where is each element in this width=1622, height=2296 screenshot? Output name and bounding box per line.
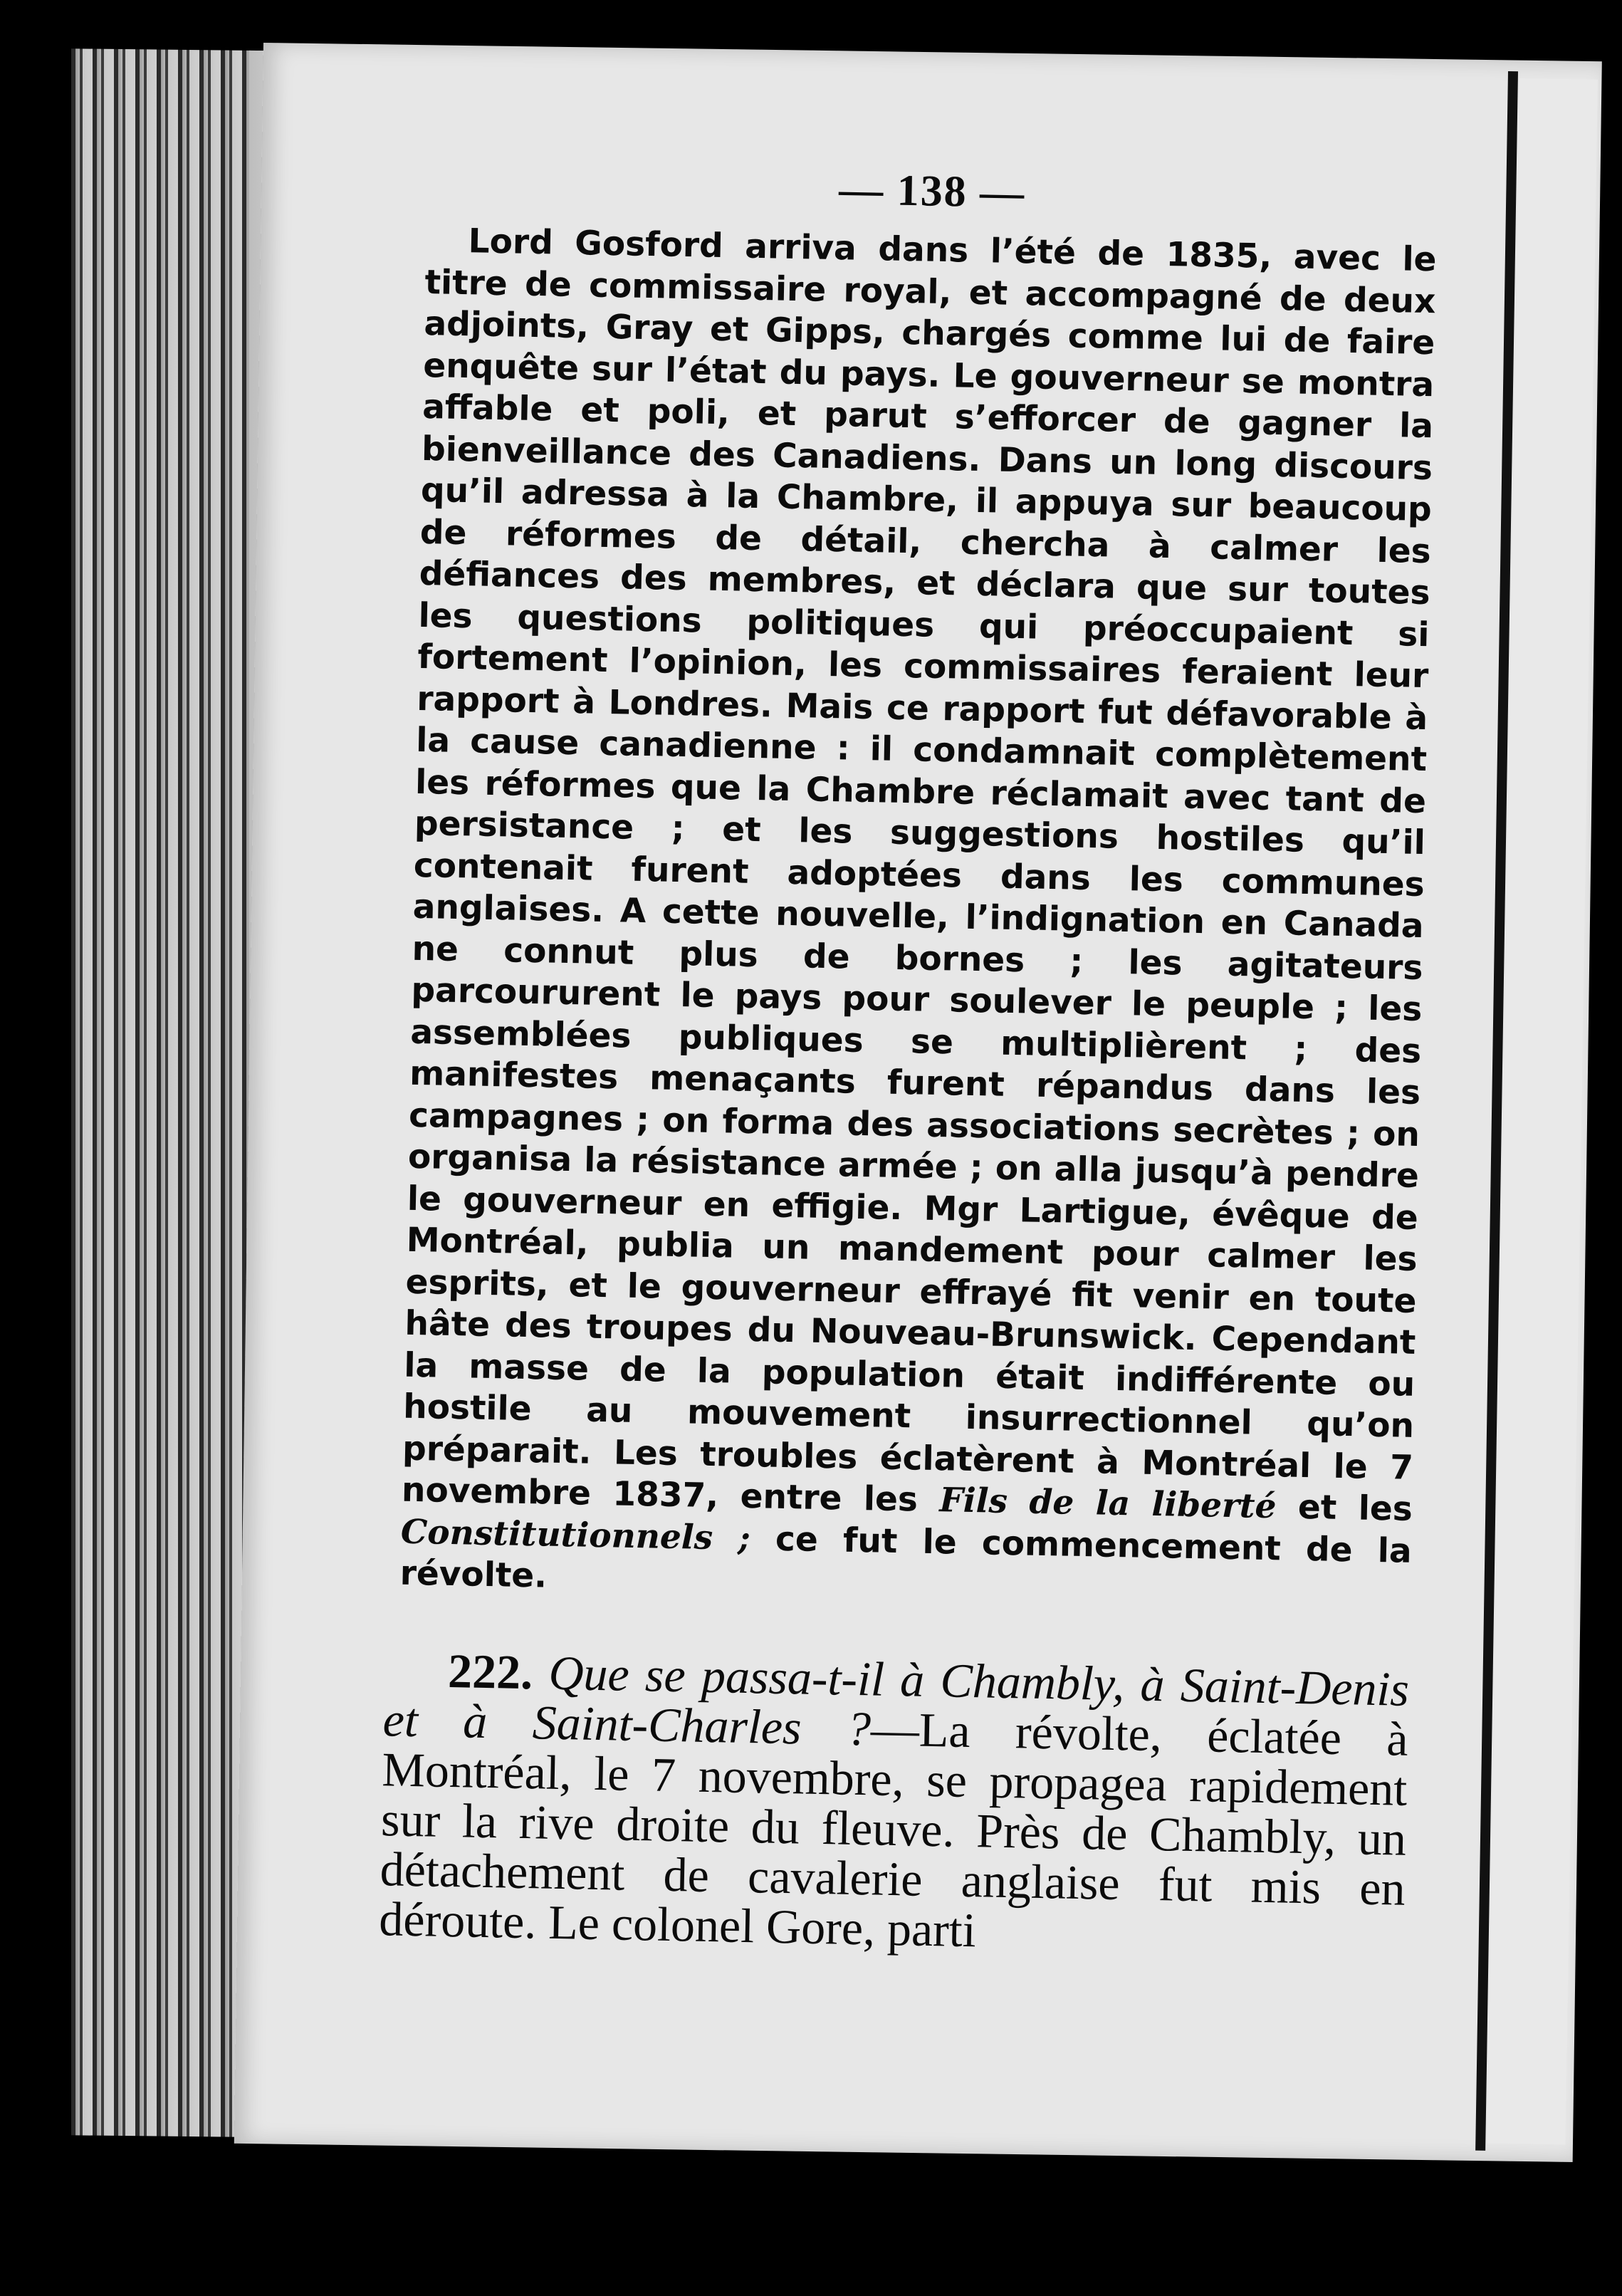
italic-constitutionnels: Constitutionnels ; — [400, 1512, 751, 1558]
paragraph-text: et les — [1297, 1487, 1413, 1529]
paragraph-gosford — [399, 220, 1437, 1614]
page-number: — 138 — — [838, 165, 1026, 218]
question-number: 222. — [447, 1643, 533, 1699]
paragraph-question-222 — [379, 1644, 1410, 1963]
italic-fils-de-la-liberte: Fils de la liberté — [938, 1481, 1277, 1527]
question-text: Que se passa-t-il à Chambly, à Saint-Denis et à Saint-Charles ? — [382, 1645, 1410, 1755]
answer-text: —La révolte, éclatée à Montréal, le 7 novembre, se propagea rapidement sur la rive droite du fleuve. Près de Chambly, un détachement de cavalerie anglaise fut mis en déroute. Le colonel Gore, parti — [378, 1701, 1409, 1957]
paragraph-text: Lord Gosford arriva dans l’été de 1835, avec le titre de commissaire royal, et accompagné de deux adjoints, Gray et Gipps, chargés comme lui de faire enquête sur l’état du pays. Le gouverneur se montra affable et poli, et parut s’efforcer de gagner la bienveillance des Canadiens. Dans un long discours qu’il adressa à la Chambre, il appuya sur beaucoup de réformes de détail, chercha à calmer les défiances des membres, et déclara que sur toutes les questions politiques qui préoccupaient si fortement l’opinion, les commissaires feraient leur rapport à Londres. Mais ce rapport fut défavorable à la cause canadienne : il condamnait complètement les réformes que la Chambre réclamait avec tant de persistance ; et les suggestions hostiles qu’il contenait furent adoptées dans les communes anglaises. A cette nouvelle, l’indignation en Canada ne connut plus de bornes ; les agitateurs parcoururent le pays pour soulever le peuple ; les assemblées publiques se multiplièrent ; des manifestes menaçants furent répandus dans les campagnes ; on forma des associations secrètes ; on organisa la résistance armée ; on alla jusqu’à pendre le gouverneur en effigie. Mgr Lartigue, évêque de Montréal, publia un mandement pour calmer les esprits, et le gouverneur effrayé fit venir en toute hâte des troupes du Nouveau-Brunswick. Cependant la masse de la population était indifférente ou hostile au mouvement insurrectionnel qu’on préparait. Les troubles éclatèrent à Montréal le 7 novembre 1837, entre les — [401, 221, 1438, 1520]
page-text-block — [378, 157, 1438, 1963]
paragraph-text: ce fut le commencement de la révolte. — [399, 1519, 1413, 1596]
